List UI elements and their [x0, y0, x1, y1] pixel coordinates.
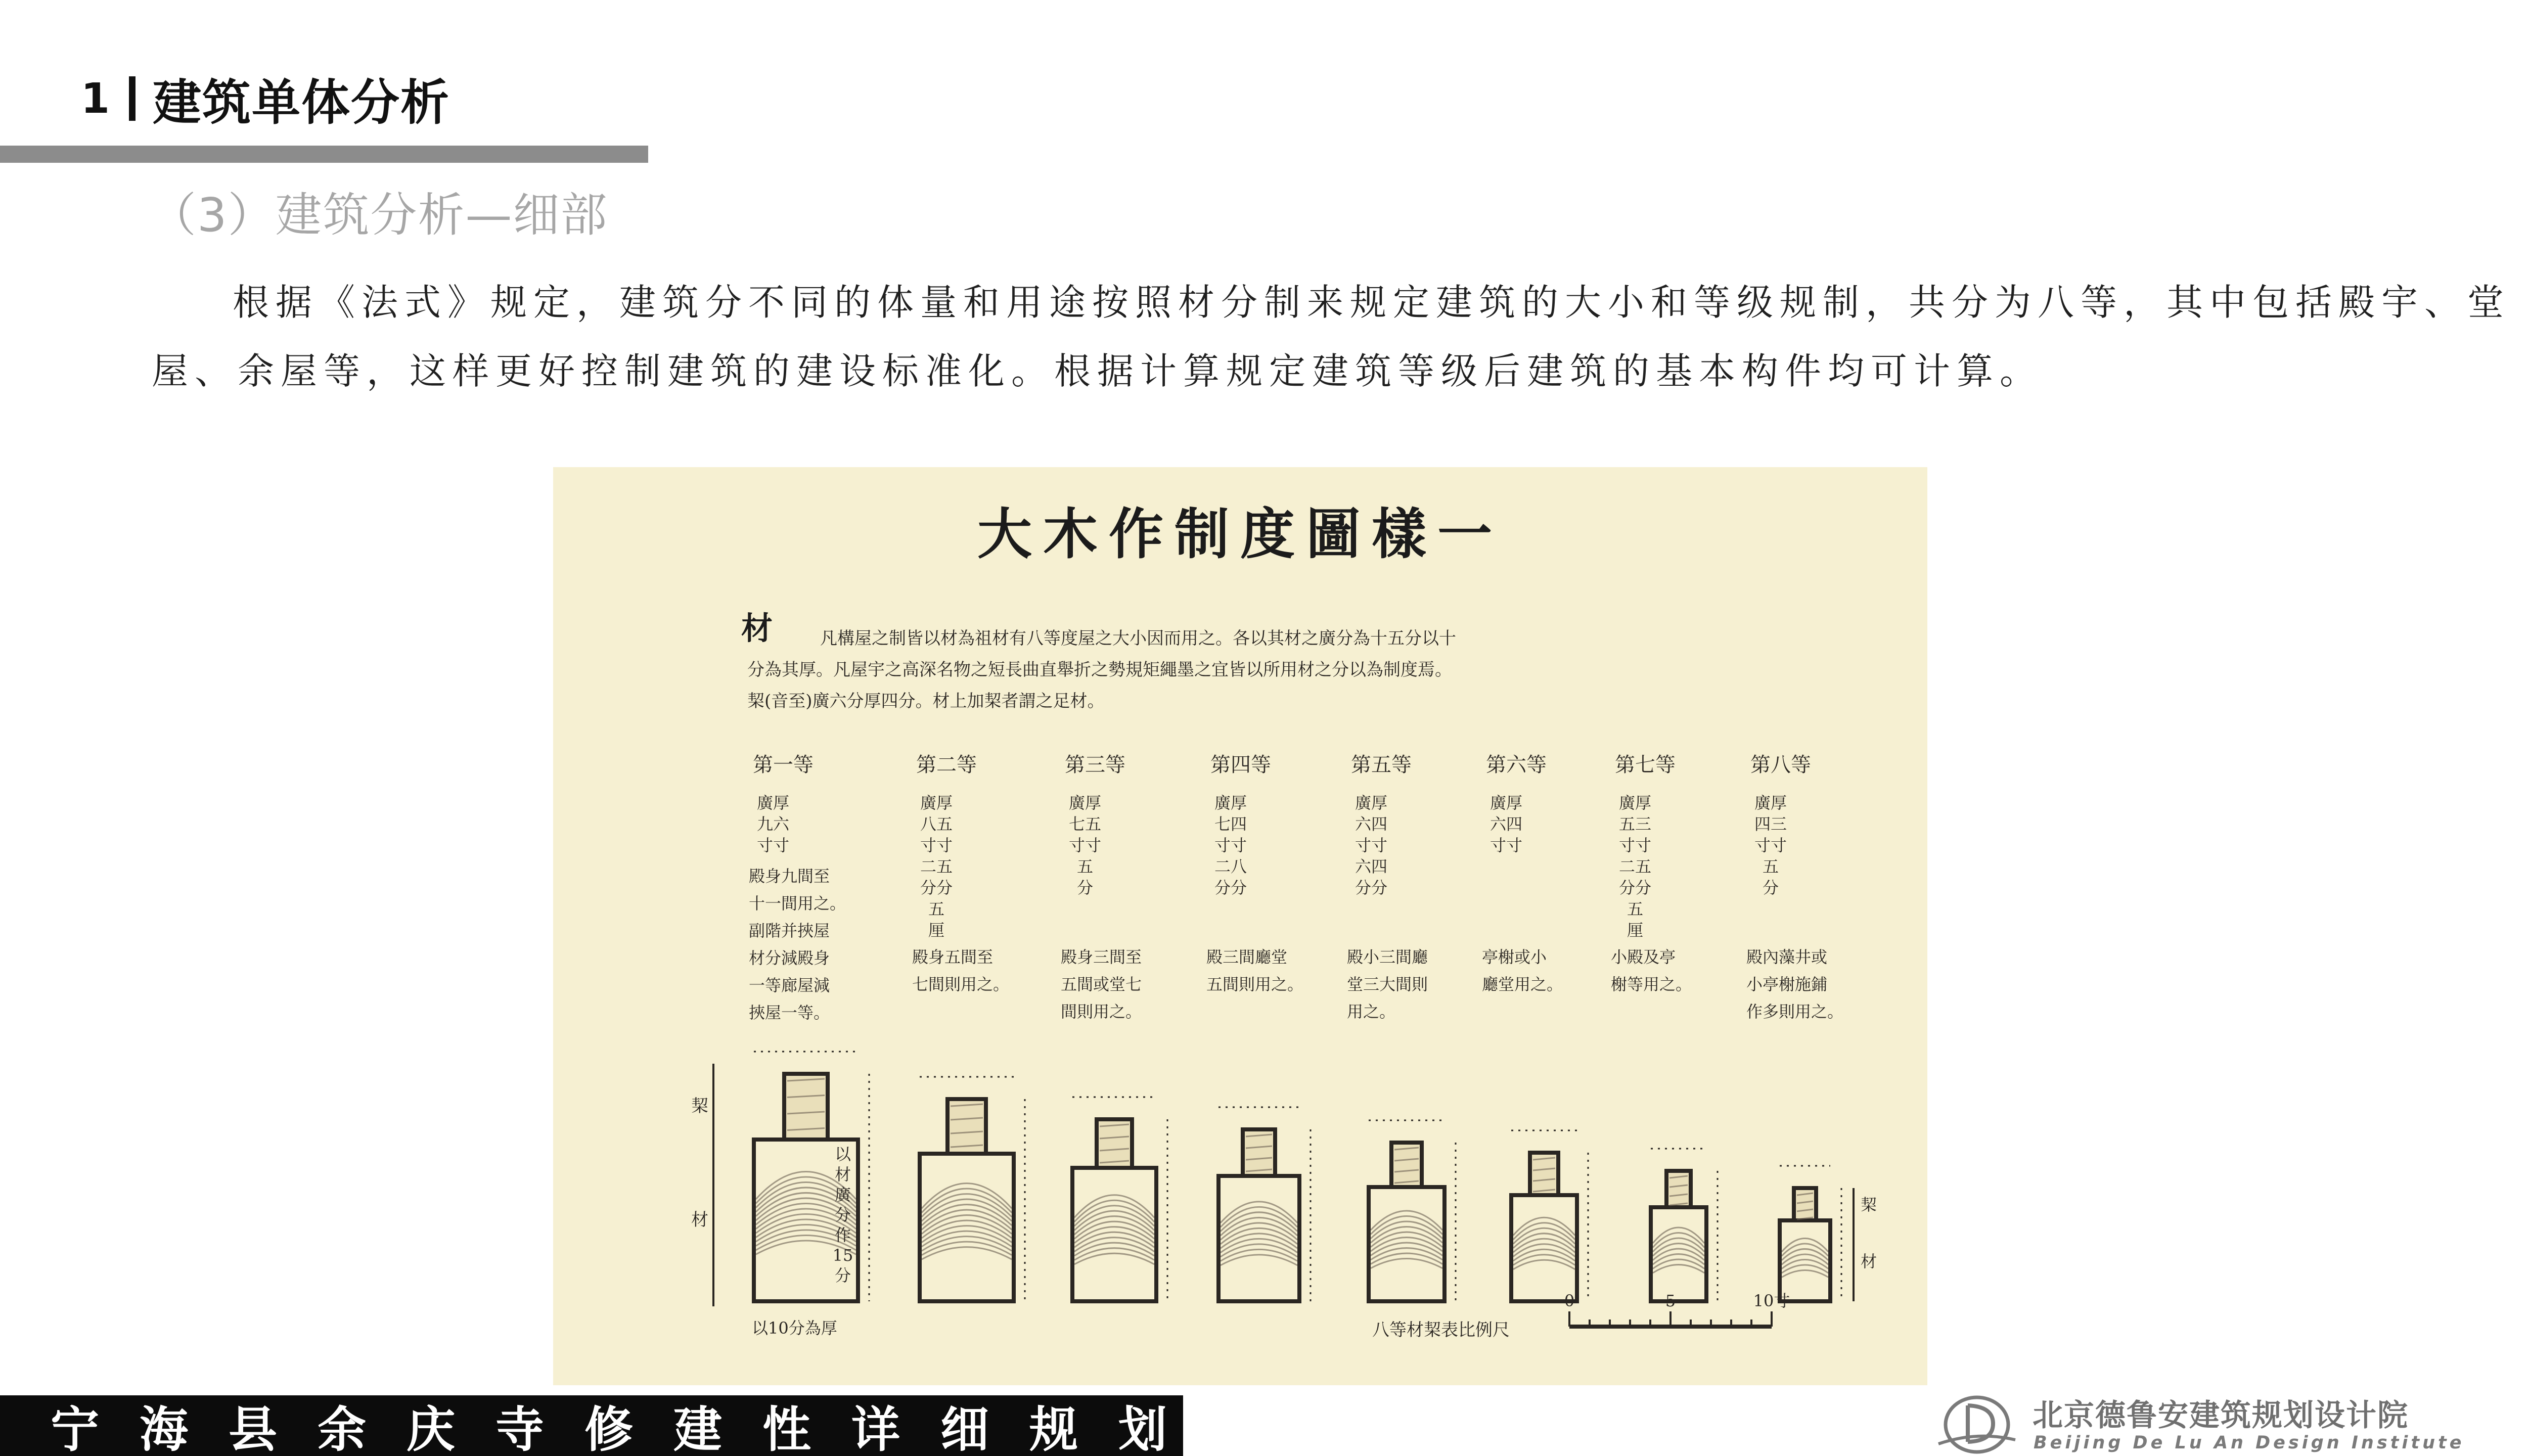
grade-dim: 廣厚 — [920, 793, 953, 812]
grade-usage: 用之。 — [1347, 1002, 1396, 1021]
grain-line — [1782, 1270, 1828, 1278]
grade-usage: 五間或堂七 — [1061, 975, 1142, 994]
figure-title: 大木作制度圖樣一 — [977, 503, 1504, 566]
first-note-char: 分 — [834, 1266, 851, 1285]
timber-section — [1218, 1107, 1311, 1301]
grain-line — [922, 1220, 1012, 1238]
grade-dim: 五 — [1627, 899, 1644, 919]
grade-dim: 五 — [1762, 857, 1779, 876]
body-text — [152, 268, 2528, 405]
grade-dim: 五三 — [1618, 814, 1652, 834]
grade-usage: 作多則用之。 — [1746, 1002, 1844, 1021]
grade-usage: 榭等用之。 — [1611, 975, 1692, 994]
figure-drawing — [553, 467, 1927, 1385]
footer-bar — [0, 1395, 1207, 1456]
grade-dim: 分分 — [1618, 878, 1652, 897]
grade-name: 第三等 — [1065, 753, 1125, 777]
grade-usage: 材分減殿身 — [749, 948, 830, 968]
grade-dim: 五 — [928, 899, 945, 919]
section-header — [81, 66, 450, 131]
grade-dim: 四三 — [1754, 814, 1787, 834]
grain-line — [1221, 1255, 1297, 1265]
first-base-note: 以10分為厚 — [752, 1318, 837, 1338]
cai-block — [1072, 1168, 1156, 1301]
grade-dim: 廣厚 — [1754, 793, 1787, 812]
header-rule — [0, 146, 648, 163]
timber-section — [1072, 1097, 1167, 1301]
grade-dim: 七四 — [1214, 814, 1247, 834]
intro-char: 材 — [741, 610, 773, 647]
grade-usage: 小亭榭施鋪 — [1746, 975, 1828, 994]
grade-dim: 六四 — [1355, 857, 1388, 876]
grade-name: 第一等 — [753, 753, 814, 777]
label-cai: 材 — [691, 1210, 708, 1230]
logo-name-cn: 北京德鲁安建筑规划设计院 — [2033, 1398, 2409, 1433]
grain-line — [1371, 1221, 1442, 1239]
grade-name: 第二等 — [916, 753, 977, 777]
timber-section — [1369, 1120, 1456, 1301]
institute-logo — [1936, 1391, 2465, 1456]
section-title: 建筑单体分析 — [153, 74, 450, 131]
grade-usage: 殿身九間至 — [749, 867, 830, 886]
grade-dim: 廣厚 — [1214, 793, 1247, 812]
logo-name-en: Beijing De Lu An Design Institute — [2034, 1433, 2465, 1453]
grade-usage: 亭榭或小 — [1482, 947, 1547, 967]
grade-dim: 寸寸 — [756, 836, 790, 855]
grade-dim: 分分 — [920, 878, 953, 897]
label-qi: 栔 — [691, 1096, 708, 1116]
grain-line — [1371, 1259, 1442, 1268]
grade-dim: 六四 — [1355, 814, 1388, 834]
grade-columns — [749, 753, 1843, 1022]
scale-tick-label: 10寸 — [1753, 1291, 1790, 1310]
grade-dim: 八五 — [920, 814, 953, 834]
grade-dim: 二五 — [1618, 857, 1652, 876]
grade-name: 第六等 — [1486, 753, 1547, 777]
grade-name: 第五等 — [1351, 753, 1412, 777]
grade-dim: 寸寸 — [1355, 836, 1388, 855]
grade-dim: 廣厚 — [1355, 793, 1388, 812]
scale-tick-label: 0 — [1564, 1291, 1575, 1310]
grade-dim: 分分 — [1214, 878, 1247, 897]
grade-name: 第七等 — [1615, 753, 1676, 777]
grade-dim: 五 — [1076, 857, 1094, 876]
grade-dim: 分分 — [1355, 878, 1388, 897]
scale-tick-label: 5 — [1665, 1291, 1676, 1310]
grade-dim: 分 — [1762, 878, 1779, 897]
timber-sections — [691, 1052, 1877, 1338]
grade-dim: 廣厚 — [1489, 793, 1523, 812]
scale-bar — [1372, 1291, 1790, 1340]
grade-dim: 寸寸 — [920, 836, 953, 855]
intro-text — [747, 628, 1456, 711]
section-divider — [129, 76, 136, 121]
logo-mark-icon — [1936, 1391, 2017, 1456]
first-note-char: 15 — [832, 1246, 853, 1265]
grade-name: 第四等 — [1210, 753, 1271, 777]
grade-dim: 厘 — [1627, 921, 1644, 940]
grade-dim: 分 — [1076, 878, 1094, 897]
footer-title: 宁海县余庆寺修建性详细规划 — [51, 1401, 1207, 1456]
grain-line — [1221, 1223, 1297, 1240]
timber-section — [1651, 1149, 1718, 1301]
grade-dim: 寸寸 — [1489, 836, 1523, 855]
grade-usage: 殿三間廳堂 — [1206, 947, 1288, 967]
grade-usage: 殿小三間廳 — [1347, 947, 1428, 967]
grade-usage: 挾屋一等。 — [749, 1003, 830, 1022]
scale-caption: 八等材栔表比例尺 — [1372, 1320, 1510, 1340]
grade-usage: 小殿及亭 — [1611, 947, 1676, 967]
grade-usage: 堂三大間則 — [1347, 975, 1428, 994]
grade-dim: 寸寸 — [1754, 836, 1787, 855]
figure-daimuzuo — [553, 467, 1927, 1385]
label-qi-right: 栔 — [1861, 1195, 1877, 1214]
grade-dim: 七五 — [1068, 814, 1102, 834]
label-cai-right: 材 — [1861, 1252, 1877, 1271]
grade-dim: 廣厚 — [1068, 793, 1102, 812]
grain-line — [922, 1189, 1012, 1213]
first-note-char: 分 — [834, 1205, 851, 1224]
grain-line — [922, 1194, 1012, 1217]
grade-dim: 廣厚 — [756, 793, 790, 812]
timber-section — [920, 1077, 1025, 1301]
grade-dim: 廣厚 — [1618, 793, 1652, 812]
first-note-char: 材 — [834, 1165, 851, 1184]
grain-line — [1074, 1221, 1154, 1239]
grain-line — [1782, 1265, 1828, 1273]
grade-usage: 一等廊屋減 — [749, 976, 830, 995]
grade-usage: 殿身五間至 — [912, 947, 994, 967]
subtitle: （3）建筑分析—细部 — [150, 188, 608, 242]
grade-dim: 六四 — [1489, 814, 1523, 834]
grade-usage: 廳堂用之。 — [1482, 975, 1563, 994]
cai-block — [1511, 1195, 1577, 1301]
grain-line — [1653, 1265, 1704, 1273]
intro-line: 分為其厚。凡屋宇之高深名物之短長曲直舉折之勢規矩繩墨之宜皆以所用材之分以為制度焉。 — [747, 660, 1452, 680]
first-note-char: 以 — [834, 1145, 851, 1164]
grade-dim: 九六 — [756, 814, 790, 834]
grade-usage: 五間則用之。 — [1206, 975, 1304, 994]
section-number: 1 — [81, 74, 110, 123]
first-note-char: 廣 — [834, 1185, 851, 1204]
grade-usage: 間則用之。 — [1061, 1002, 1142, 1021]
grade-usage: 七間則用之。 — [912, 975, 1010, 994]
grade-name: 第八等 — [1750, 753, 1811, 777]
grade-dim: 厘 — [928, 921, 945, 940]
grade-dim: 寸寸 — [1214, 836, 1247, 855]
body-paragraph: 根据《法式》规定，建筑分不同的体量和用途按照材分制来规定建筑的大小和等级规制，共分为八等，其中包括殿宇、堂屋、余屋等，这样更好控制建筑的建设标准化。根据计算规定建筑等级后建筑的基本构件均可计算。 — [152, 281, 2511, 392]
timber-section — [1511, 1130, 1588, 1301]
intro-line: 凡構屋之制皆以材為祖材有八等度屋之大小因而用之。各以其材之廣分為十五分以十 — [820, 628, 1456, 649]
grade-usage: 十一間用之。 — [749, 894, 846, 913]
intro-line: 栔(音至)廣六分厚四分。材上加栔者謂之足材。 — [747, 691, 1105, 711]
timber-section — [1780, 1166, 1841, 1301]
first-note-char: 作 — [834, 1225, 851, 1245]
grade-dim: 寸寸 — [1068, 836, 1102, 855]
grain-line — [1513, 1260, 1575, 1269]
grade-usage: 副階并挾屋 — [749, 921, 830, 940]
grade-usage: 殿身三間至 — [1061, 947, 1142, 967]
grade-dim: 寸寸 — [1618, 836, 1652, 855]
grade-dim: 二五 — [920, 857, 953, 876]
cai-block — [920, 1154, 1014, 1301]
grade-dim: 二八 — [1214, 857, 1247, 876]
grade-usage: 殿內藻井或 — [1746, 947, 1828, 967]
grain-line — [1074, 1253, 1154, 1264]
